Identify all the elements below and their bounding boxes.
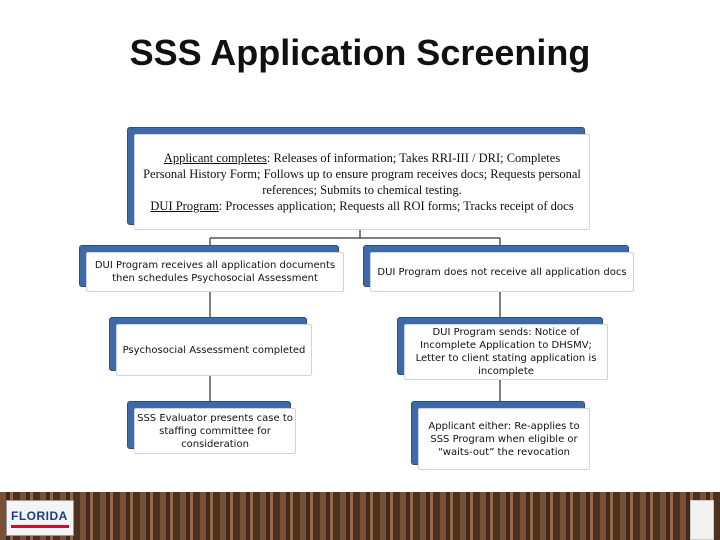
left-step-3-text: SSS Evaluator presents case to staffing committee for consideration xyxy=(137,412,293,450)
applicant-step-box xyxy=(134,134,590,230)
left-step-2-text: Psychosocial Assessment completed xyxy=(122,344,306,356)
program-label: DUI Program xyxy=(150,199,219,213)
left-step-2 xyxy=(116,324,312,376)
footer-card xyxy=(690,500,714,540)
right-step-3 xyxy=(418,408,590,470)
right-step-1-text: DUI Program does not receive all application docs xyxy=(377,266,627,278)
left-step-1-text: DUI Program receives all application documents then schedules Psychosocial Assessment xyxy=(94,260,336,284)
applicant-label: Applicant completes xyxy=(163,151,267,165)
footer-band xyxy=(0,492,720,540)
left-step-1 xyxy=(86,252,344,292)
applicant-text: : Releases of information; Takes RRI-III / DRI; Completes Personal History Form; Follows up to ensure program receives docs; Requests personal references; Submits to chemical testing. xyxy=(143,151,581,197)
right-step-1 xyxy=(370,252,634,292)
florida-logo xyxy=(6,500,74,536)
left-step-3 xyxy=(134,408,296,454)
right-step-2 xyxy=(404,324,608,380)
footer-pattern xyxy=(0,492,720,540)
florida-logo-text: FLORIDA xyxy=(11,509,68,523)
right-step-2-text: DUI Program sends: Notice of Incomplete Application to DHSMV; Letter to client stating application is incomplete xyxy=(415,327,597,377)
slide-title: SSS Application Screening xyxy=(129,32,591,73)
logo-stripe xyxy=(11,525,69,528)
right-step-3-text: Applicant either: Re-applies to SSS Program when eligible or “waits-out” the revocation xyxy=(428,420,580,458)
program-text: : Processes application; Requests all ROI forms; Tracks receipt of docs xyxy=(218,199,574,213)
